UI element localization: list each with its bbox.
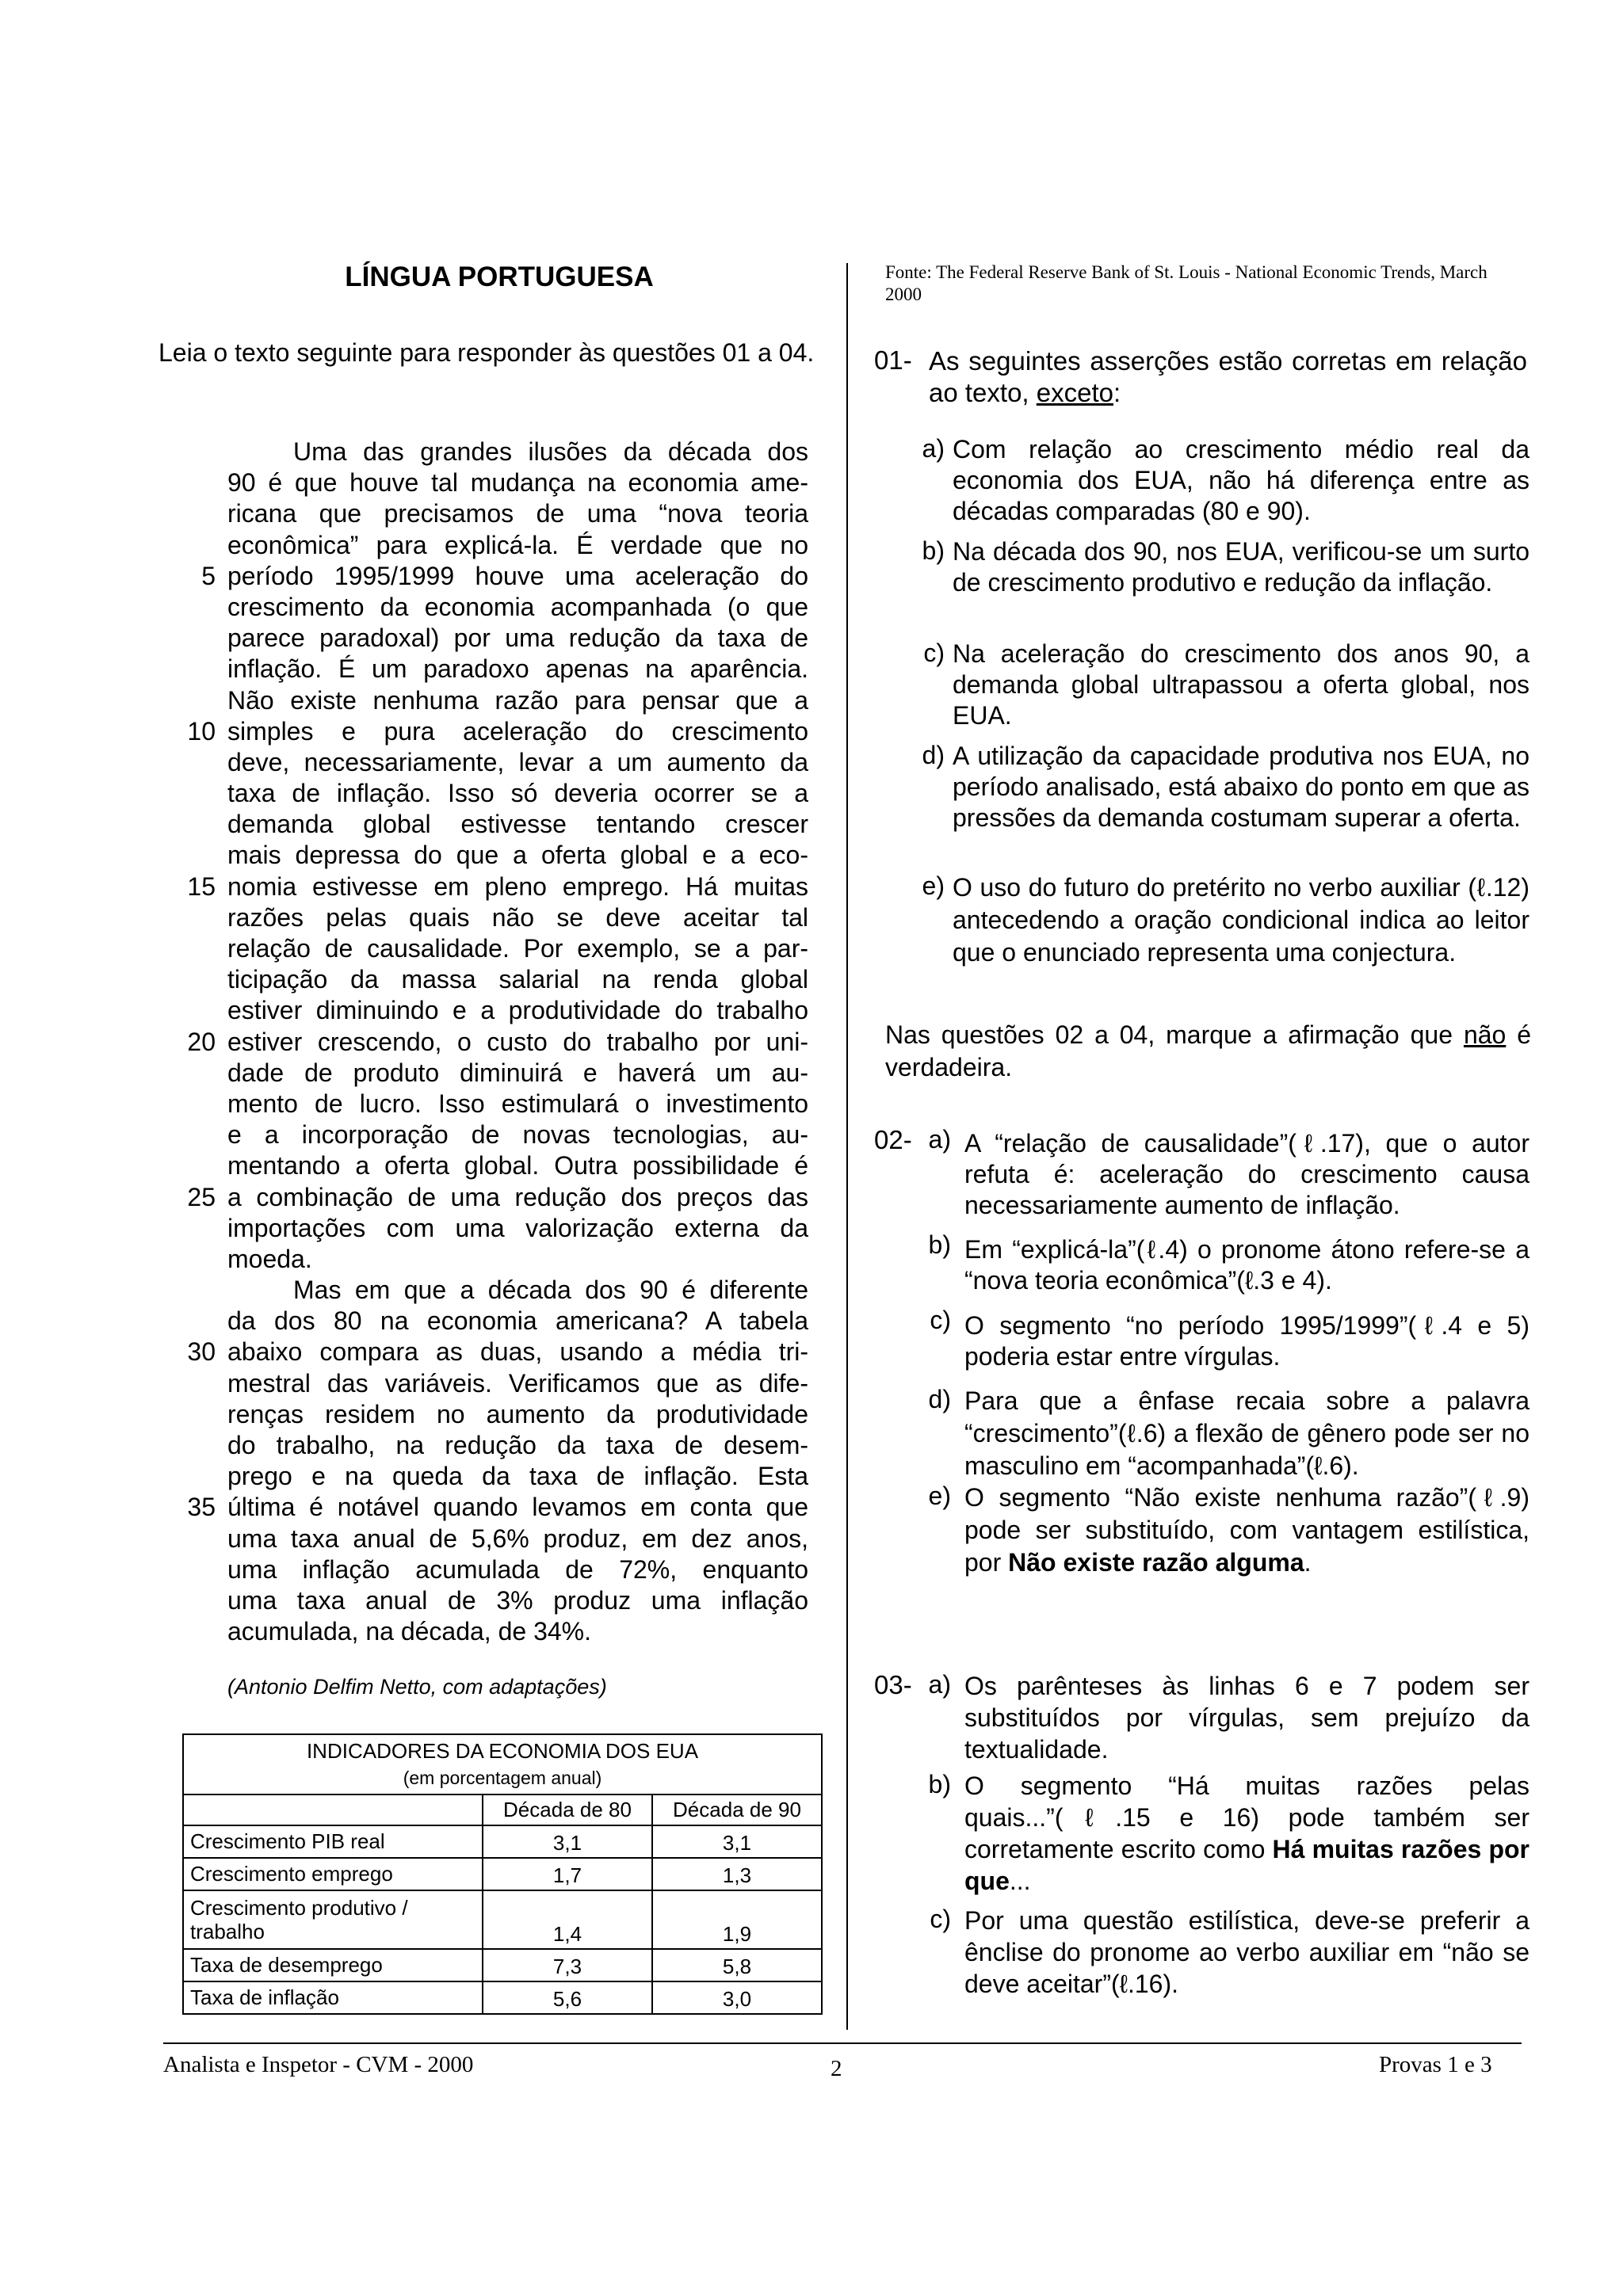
passage-line [158, 530, 816, 561]
line-text: acumulada, na década, de 34%. [227, 1617, 591, 1646]
row-label: Crescimento emprego [183, 1858, 483, 1890]
q01-option-b-text: Na década dos 90, nos EUA, verificou-se um surto de crescimento produtivo e redução da inflação. [953, 537, 1529, 597]
line-text: uma taxa anual de 5,6% produz, em dez anos, [227, 1524, 808, 1553]
line-text: crescimento da economia acompanhada (o que [227, 592, 808, 621]
line-number: 25 [187, 1182, 216, 1211]
table-header-90s: Década de 90 [652, 1794, 822, 1825]
q01-option-d-letter: d) [922, 741, 945, 769]
line-text: Mas em que a década dos 90 é diferente [293, 1276, 808, 1305]
passage-line [158, 1119, 816, 1150]
q01-option-b-letter: b) [922, 536, 945, 565]
value-90s: 3,0 [652, 1981, 822, 2014]
passage-line [158, 1337, 816, 1367]
q01-option-c-letter: c) [923, 639, 945, 667]
q02-option-c-text: O segmento “no período 1995/1999”(ℓ.4 e 5) poderia estar entre vírgulas. [964, 1311, 1529, 1371]
line-text: mestral das variáveis. Verificamos que as dife- [227, 1368, 808, 1398]
passage-line [158, 1492, 816, 1523]
instruction-after: é verdadeira. [885, 1020, 1532, 1081]
passage-line [158, 1182, 816, 1213]
q01-option-c-text: Na aceleração do crescimento dos anos 90, a demanda global ultrapassou a oferta global, nos EUA. [953, 639, 1529, 730]
line-text: importações com uma valorização externa da [227, 1213, 808, 1242]
row-label: Crescimento produtivo / trabalho [183, 1890, 483, 1949]
stem-end: : [1113, 378, 1121, 407]
q01-option-d-text: A utilização da capacidade produtiva nos EUA, no período analisado, está abaixo do ponto em que as pressões da demanda costumam superar a oferta. [953, 742, 1529, 832]
q02-option-c-letter: c) [930, 1306, 951, 1334]
footer-exam-parts: Provas 1 e 3 [1379, 2052, 1492, 2077]
instructions-text [885, 1019, 1531, 1084]
line-text: mentando a oferta global. Outra possibilidade é [227, 1151, 808, 1180]
q02-option-b-letter: b) [928, 1230, 951, 1259]
line-number: 30 [187, 1337, 216, 1367]
line-text: ricana que precisamos de uma “nova teoria [227, 499, 808, 528]
table-header-80s: Década de 80 [483, 1794, 652, 1825]
q03-option-c-text: Por uma questão estilística, deve-se preferir a ênclise do pronome ao verbo auxiliar em “não se deve aceitar”(ℓ.16). [964, 1906, 1529, 1998]
table-subtitle: (em porcentagem anual) [403, 1768, 602, 1788]
column-divider [846, 263, 848, 2030]
line-text: relação de causalidade. Por exemplo, se a par- [227, 934, 808, 963]
q03-option-c-letter: c) [930, 1905, 951, 1933]
table-header-empty [183, 1794, 483, 1825]
q02-option-a-letter: a) [928, 1125, 951, 1154]
q02-option-a-text: A “relação de causalidade”(ℓ.17), que o autor refuta é: aceleração do crescimento causa necessariamente aumento de inflação. [964, 1129, 1529, 1219]
q03-option-a-letter: a) [928, 1670, 951, 1699]
line-text: Não existe nenhuma razão para pensar que a [227, 685, 808, 715]
value-90s: 1,3 [652, 1858, 822, 1890]
line-text: do trabalho, na redução da taxa de desem- [227, 1431, 808, 1459]
passage-line [158, 1524, 816, 1554]
option-text: O segmento “Não existe nenhuma razão”(ℓ.9) pode ser substituído, com vantagem estilística, por [964, 1483, 1529, 1577]
option-bold-text: Há muitas razões por que [964, 1835, 1530, 1895]
line-text: renças residem no aumento da produtividade [227, 1399, 808, 1428]
passage-line [158, 1399, 816, 1430]
option-bold-text: Não existe razão alguma [1008, 1548, 1304, 1577]
q02-option-d-text: Para que a ênfase recaia sobre a palavra “crescimento”(ℓ.6) a flexão de gênero pode ser no masculino em “acompanhada”(ℓ.6). [964, 1386, 1529, 1480]
line-text: uma taxa anual de 3% produz uma inflação [227, 1585, 808, 1615]
line-text: ticipação da massa salarial na renda global [227, 965, 808, 994]
option-text-end: ... [1009, 1867, 1031, 1895]
q01-option-a-letter: a) [922, 434, 945, 463]
section-title: LÍNGUA PORTUGUESA [345, 261, 654, 292]
line-text: simples e pura aceleração do crescimento [227, 716, 808, 746]
instructions-text: Leia o texto seguinte para responder às questões 01 a 04. [158, 338, 815, 367]
line-text: mento de lucro. Isso estimulará o investimento [227, 1089, 808, 1118]
table-row [183, 1890, 822, 1949]
q03-option-a-text: Os parênteses às linhas 6 e 7 podem ser substituídos por vírgulas, sem prejuízo da textualidade. [964, 1672, 1529, 1764]
table-title: INDICADORES DA ECONOMIA DOS EUA [306, 1739, 699, 1763]
line-text: última é notável quando levamos em conta que [227, 1493, 808, 1522]
q02-option-b-text: Em “explicá-la”(ℓ.4) o pronome átono refere-se a “nova teoria econômica”(ℓ.3 e 4). [964, 1235, 1529, 1295]
line-text: abaixo compara as duas, usando a média tri- [227, 1337, 808, 1367]
instruction-before: Nas questões 02 a 04, marque a afirmação que [885, 1020, 1453, 1049]
passage-line [158, 1585, 816, 1616]
value-90s: 1,9 [652, 1890, 822, 1949]
line-text: e a incorporação de novas tecnologias, au- [227, 1120, 808, 1150]
question-01-stem [929, 345, 1527, 409]
passage-line [158, 685, 816, 716]
q02-option-e-letter: e) [928, 1482, 951, 1510]
line-number: 20 [187, 1027, 216, 1056]
source-note: Fonte: The Federal Reserve Bank of St. Louis - National Economic Trends, March 2000 [885, 262, 1487, 304]
line-text: prego e na queda da taxa de inflação. Esta [227, 1462, 808, 1491]
line-number: 5 [201, 561, 216, 590]
row-label: Taxa de desemprego [183, 1949, 483, 1981]
line-text: 90 é que houve tal mudança na economia ame- [227, 468, 808, 498]
table-row [183, 1858, 822, 1890]
q03-option-b-text [964, 1770, 1529, 1897]
question-03-number: 03- [874, 1670, 912, 1699]
passage-line [158, 1368, 816, 1399]
table-caption [183, 1734, 822, 1794]
passage-line [158, 716, 816, 747]
passage-line [158, 1213, 816, 1244]
value-80s: 3,1 [483, 1825, 652, 1858]
line-text: parece paradoxal) por uma redução da taxa de [227, 624, 808, 653]
row-label: Taxa de inflação [183, 1981, 483, 2014]
passage-line [158, 1275, 816, 1306]
passage-line [158, 778, 816, 809]
passage-line [158, 1616, 816, 1647]
passage-line [158, 1150, 816, 1181]
stem-emphasis: exceto [1036, 378, 1113, 407]
option-text-end: . [1304, 1548, 1312, 1577]
passage-line [158, 1244, 816, 1275]
line-text: demanda global estivesse tentando crescer [227, 810, 808, 839]
q01-option-a-text: Com relação ao crescimento médio real da economia dos EUA, não há diferença entre as décadas comparadas (80 e 90). [953, 435, 1529, 525]
q02-option-e-text [964, 1482, 1529, 1579]
passage-line [158, 1089, 816, 1119]
passage-line [158, 1027, 816, 1058]
passage-line [158, 747, 816, 778]
passage-line [158, 1461, 816, 1492]
table-row [183, 1825, 822, 1858]
passage-line [158, 933, 816, 964]
line-text: período 1995/1999 houve uma aceleração do [227, 561, 808, 590]
row-label: Crescimento PIB real [183, 1825, 483, 1858]
question-01-number: 01- [874, 345, 912, 375]
passage-line [158, 1430, 816, 1461]
stem-text: As seguintes asserções estão corretas em relação ao texto, [929, 346, 1527, 407]
line-text: razões pelas quais não se deve aceitar tal [227, 902, 808, 932]
line-text: moeda. [227, 1244, 312, 1273]
passage-line [158, 498, 816, 529]
line-number: 15 [187, 871, 216, 901]
passage-line [158, 437, 816, 467]
line-text: econômica” para explicá-la. É verdade que no [227, 530, 808, 559]
reading-passage [158, 437, 816, 1647]
passage-line [158, 995, 816, 1026]
passage-line [158, 467, 816, 498]
line-text: taxa de inflação. Isso só deveria ocorrer se a [227, 779, 808, 808]
line-number: 35 [187, 1493, 216, 1522]
passage-line [158, 561, 816, 592]
line-text: inflação. É um paradoxo apenas na aparência. [227, 654, 808, 684]
footer-exam-name: Analista e Inspetor - CVM - 2000 [163, 2052, 474, 2077]
line-text: deve, necessariamente, levar a um aumento da [227, 747, 808, 776]
passage-line [158, 1306, 816, 1337]
passage-attribution: (Antonio Delfim Netto, com adaptações) [227, 1675, 607, 1699]
passage-line [158, 902, 816, 933]
line-text: a combinação de uma redução dos preços das [227, 1182, 808, 1211]
line-text: Uma das grandes ilusões da década dos [293, 437, 808, 466]
line-text: estiver crescendo, o custo do trabalho por uni- [227, 1027, 808, 1056]
value-80s: 5,6 [483, 1981, 652, 2014]
line-text: estiver diminuindo e a produtividade do trabalho [227, 996, 808, 1025]
value-80s: 1,7 [483, 1858, 652, 1890]
table-row [183, 1949, 822, 1981]
line-text: nomia estivesse em pleno emprego. Há muitas [227, 871, 808, 901]
passage-line [158, 840, 816, 871]
passage-line [158, 654, 816, 685]
line-text: mais depressa do que a oferta global e a eco- [227, 841, 808, 870]
value-90s: 3,1 [652, 1825, 822, 1858]
footer-rule [163, 2042, 1522, 2044]
table-row [183, 1981, 822, 2014]
passage-line [158, 809, 816, 840]
passage-line [158, 592, 816, 623]
value-80s: 1,4 [483, 1890, 652, 1949]
q03-option-b-letter: b) [928, 1770, 951, 1798]
option-text: O segmento “Há muitas razões pelas quais...”(ℓ.15 e 16) pode também ser corretamente escrito como [964, 1772, 1529, 1863]
line-text: uma inflação acumulada de 72%, enquanto [227, 1554, 808, 1584]
passage-line [158, 1058, 816, 1089]
passage-line [158, 623, 816, 654]
q01-option-e-text: O uso do futuro do pretérito no verbo auxiliar (ℓ.12) antecedendo a oração condicional indica ao leitor que o enunciado representa uma conjectura. [953, 873, 1529, 967]
line-text: da dos 80 na economia americana? A tabela [227, 1306, 808, 1336]
q01-option-e-letter: e) [922, 871, 945, 900]
passage-line [158, 1554, 816, 1585]
question-02-number: 02- [874, 1125, 912, 1154]
passage-line [158, 871, 816, 902]
value-90s: 5,8 [652, 1949, 822, 1981]
q02-option-d-letter: d) [928, 1385, 951, 1413]
passage-line [158, 964, 816, 995]
line-text: dade de produto diminuirá e haverá um au- [227, 1058, 808, 1087]
economy-indicators-table [182, 1733, 823, 2015]
page-number: 2 [831, 2056, 842, 2081]
instruction-emphasis: não [1463, 1020, 1507, 1049]
line-number: 10 [187, 716, 216, 746]
value-80s: 7,3 [483, 1949, 652, 1981]
